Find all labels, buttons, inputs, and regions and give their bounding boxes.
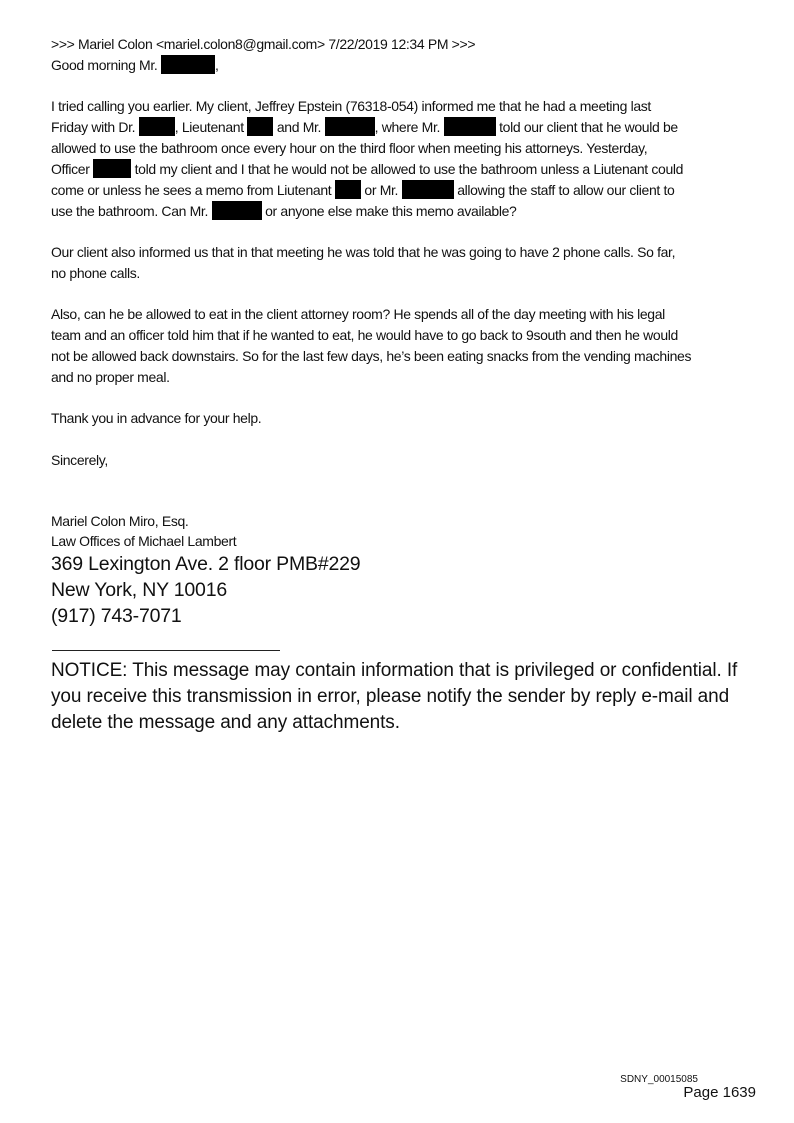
signature-name: Mariel Colon Miro, Esq. [51,513,189,529]
notice-line: delete the message and any attachments. [51,712,400,733]
paragraph-3-line: not be allowed back downstairs. So for the last few days, he’s been eating snacks from the vending machines [51,348,692,364]
redaction-box [335,180,361,199]
signature-address-line-1: 369 Lexington Ave. 2 floor PMB#229 [51,553,361,575]
thanks-line: Thank you in advance for your help. [51,410,262,426]
email-header: >>> Mariel Colon <mariel.colon8@gmail.com> 7/22/2019 12:34 PM >>> [51,36,476,52]
notice-line: NOTICE: This message may contain information that is privileged or confidential. If [51,660,738,681]
paragraph-1-line: use the bathroom. Can Mr. or anyone else make this memo available? [51,203,517,219]
redaction-box [212,201,262,220]
paragraph-1-line: I tried calling you earlier. My client, Jeffrey Epstein (76318-054) informed me that he had a meeting last [51,98,651,114]
paragraph-1-line: come or unless he sees a memo from Liutenant or Mr. allowing the staff to allow our client to [51,182,675,198]
redaction-box [139,117,175,136]
signature-firm: Law Offices of Michael Lambert [51,533,237,549]
redaction-box [161,55,215,74]
redaction-box [93,159,131,178]
greeting: Good morning Mr. , [51,57,219,73]
paragraph-2-line: Our client also informed us that in that meeting he was told that he was going to have 2 phone calls. So far, [51,244,676,260]
redaction-box [325,117,375,136]
redaction-box [402,180,454,199]
redaction-box [444,117,496,136]
notice-line: you receive this transmission in error, please notify the sender by reply e-mail and [51,686,730,707]
paragraph-3-line: and no proper meal. [51,369,170,385]
bates-number: SDNY_00015085 [620,1074,698,1085]
paragraph-1-line: allowed to use the bathroom once every hour on the third floor when meeting his attorneys. Yesterday, [51,140,648,156]
paragraph-3-line: team and an officer told him that if he wanted to eat, he would have to go back to 9south and then he would [51,327,678,343]
signature-phone: (917) 743-7071 [51,605,182,627]
signature-address-line-2: New York, NY 10016 [51,579,227,601]
paragraph-1-line: Friday with Dr. , Lieutenant and Mr. , where Mr. told our client that he would be [51,119,678,135]
closing-line: Sincerely, [51,452,108,468]
signature-divider [52,650,280,651]
paragraph-2-line: no phone calls. [51,265,140,281]
redaction-box [247,117,273,136]
paragraph-3-line: Also, can he be allowed to eat in the client attorney room? He spends all of the day meeting with his legal [51,306,665,322]
paragraph-1-line: Officer told my client and I that he would not be allowed to use the bathroom unless a Liutenant could [51,161,684,177]
page-number: Page 1639 [683,1084,756,1101]
